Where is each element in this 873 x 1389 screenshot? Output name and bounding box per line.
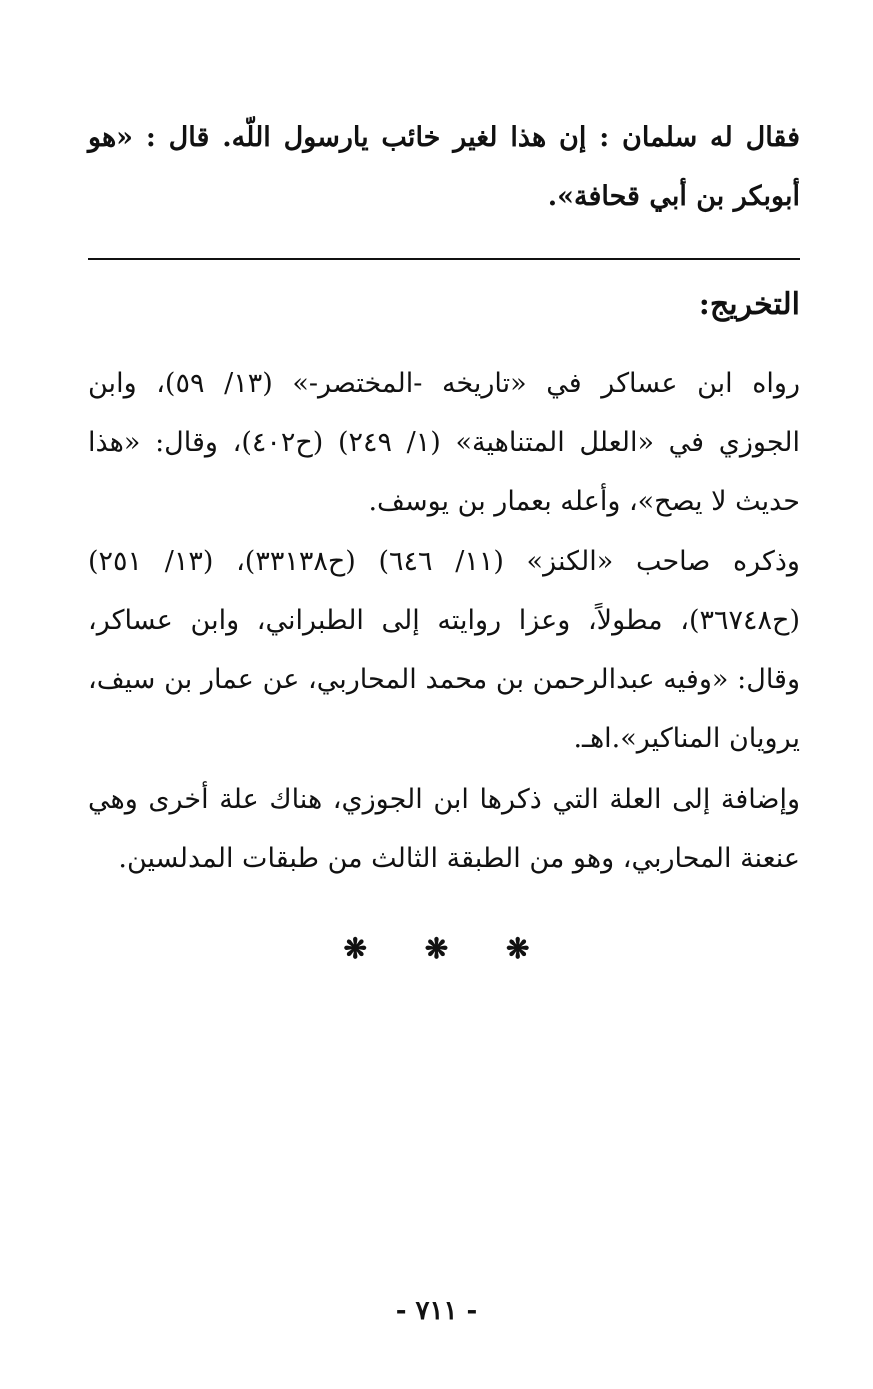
intro-paragraph: فقال له سلمان : إن هذا لغير خائب يارسول اللّه. قال : «هو أبوبكر بن أبي قحافة». xyxy=(88,122,800,212)
takhrij-paragraph-2: وذكره صاحب «الكنز» (١١/ ٦٤٦) (ح٣٣١٣٨)، (١٣/ ٢٥١) (ح٣٦٧٤٨)، مطولاً، وعزا روايته إلى الطبراني، وابن عساكر، وقال: «وفيه عبدالرحمن بن محمد المحاربي، عن عمار بن سيف، يرويان المناكير».اهـ. xyxy=(88,546,800,754)
section-heading: التخريج: xyxy=(698,287,800,322)
takhrij-paragraph-3: وإضافة إلى العلة التي ذكرها ابن الجوزي، هناك علة أخرى وهي عنعنة المحاربي، وهو من الطبقة الثالث من طبقات المدلسين. xyxy=(88,784,801,874)
asterism-separator: ❋ ❋ ❋ xyxy=(343,932,530,965)
page-number: - ٧١١ - xyxy=(395,1296,478,1326)
section-divider xyxy=(88,258,800,260)
takhrij-paragraph-1: رواه ابن عساكر في «تاريخه -المختصر-» (١٣/ ٥٩)، وابن الجوزي في «العلل المتناهية» (١/ ٢٤٩) (ح٤٠٢)، وقال: «هذا حديث لا يصح»، وأعله بعمار بن يوسف. xyxy=(88,368,800,517)
